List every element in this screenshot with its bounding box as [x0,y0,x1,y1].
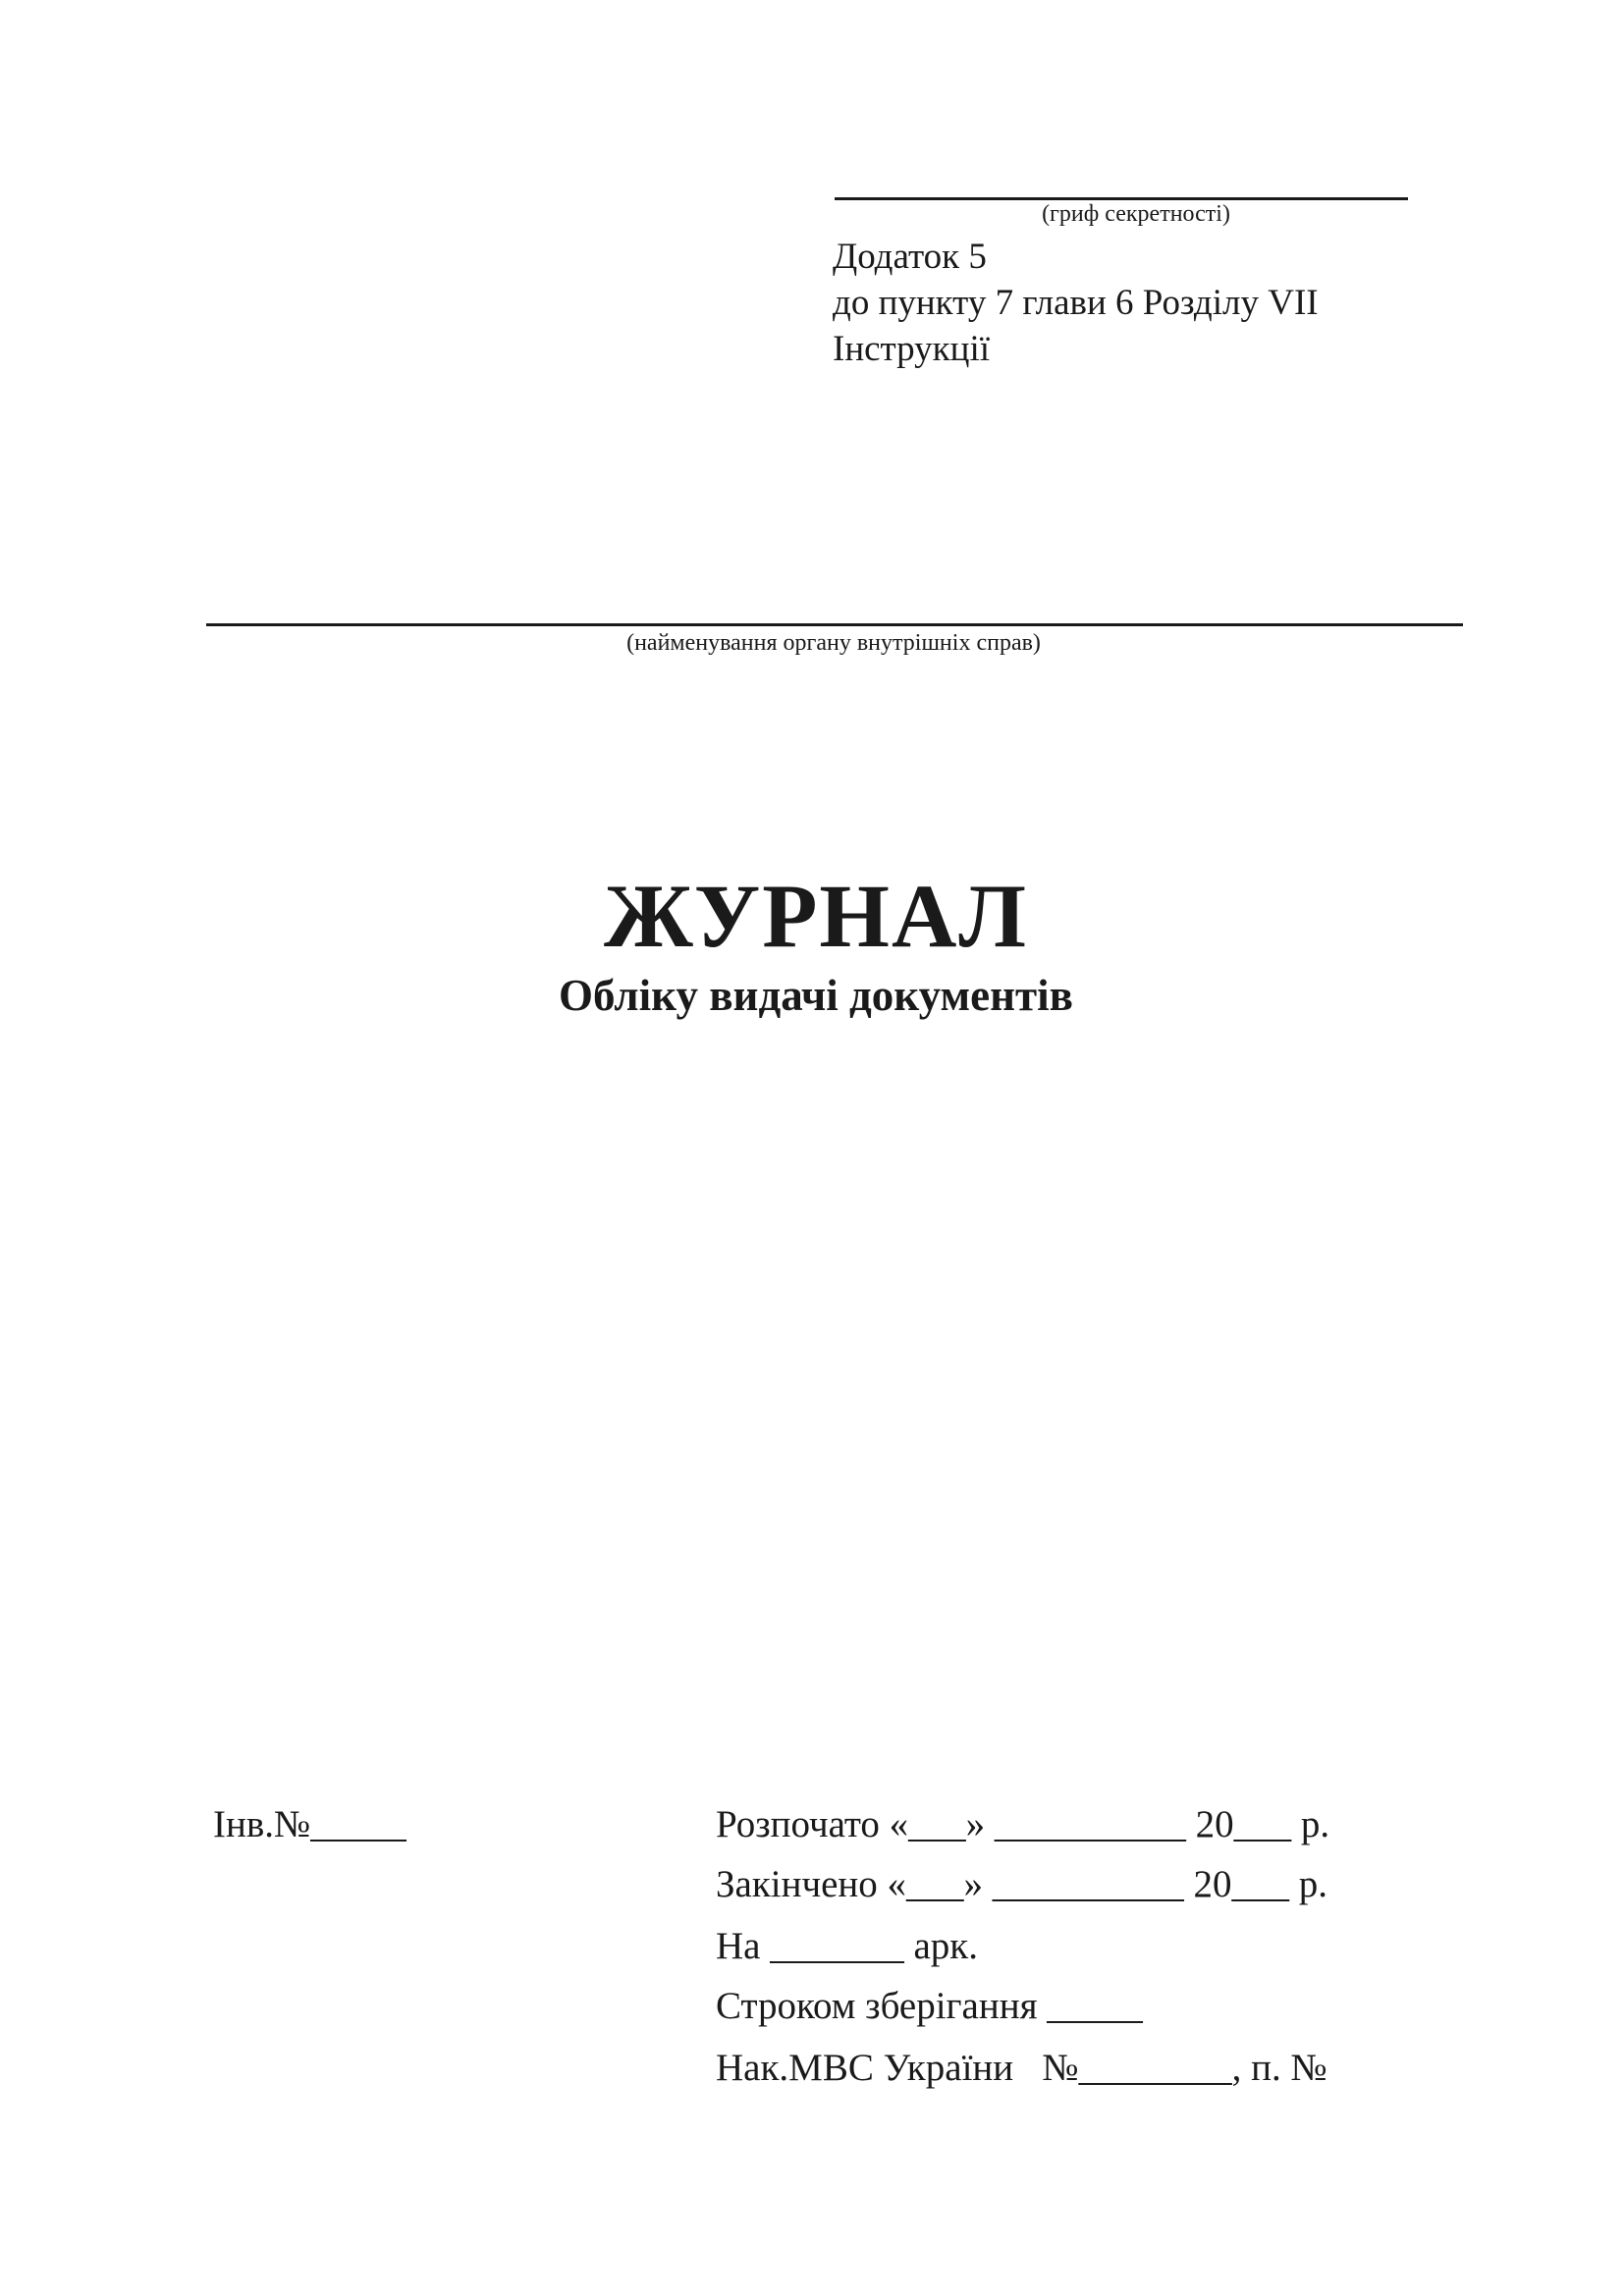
organization-caption: (найменування органу внутрішніх справ) [626,630,1041,656]
inventory-number: Інв.№_____ [213,1803,406,1845]
finished-date: Закінчено «___» __________ 20___ р. [716,1863,1328,1905]
retention-period: Строком зберігання _____ [716,1985,1143,2027]
secrecy-caption: (гриф секретності) [1042,201,1230,227]
started-date: Розпочато «___» __________ 20___ р. [716,1803,1330,1845]
attachment-line-2: до пункту 7 глави 6 Розділу VII [833,283,1319,323]
attachment-line-1: Додаток 5 [833,237,987,277]
secrecy-line [835,197,1408,200]
document-subtitle: Обліку видачі документів [559,971,1073,1020]
organization-line [206,623,1463,626]
ministry-order: Нак.МВС України №________, п. № [716,2047,1327,2089]
sheet-count: На _______ арк. [716,1925,978,1967]
document-title: ЖУРНАЛ [604,866,1028,966]
attachment-line-3: Інструкції [833,329,991,369]
